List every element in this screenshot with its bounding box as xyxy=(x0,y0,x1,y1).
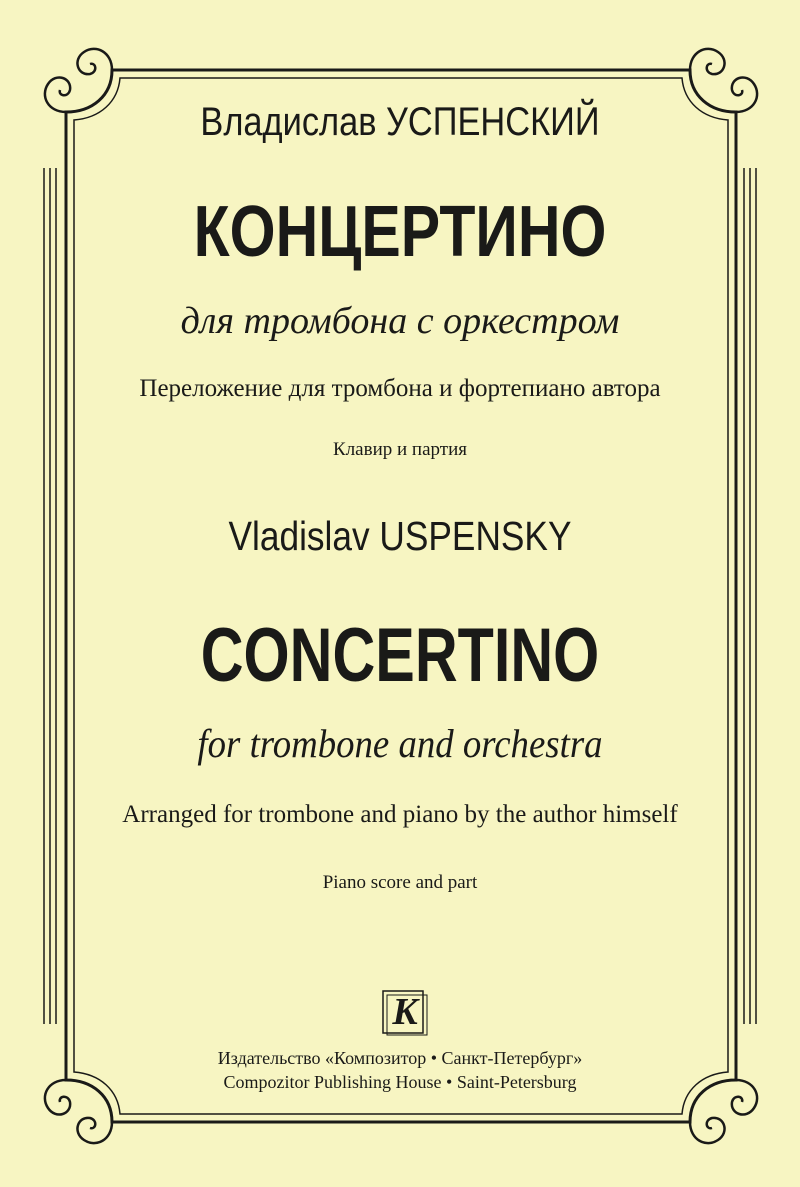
publisher-line-english: Compozitor Publishing House • Saint-Petersburg xyxy=(223,1072,577,1092)
publisher-logo xyxy=(380,988,430,1036)
publisher-line-russian: Издательство «Композитор • Санкт-Петербург» xyxy=(217,1048,583,1068)
title-english: CONCERTINO xyxy=(200,613,600,698)
corner-curl-top-right-b xyxy=(690,49,725,74)
score-type-russian: Клавир и партия xyxy=(333,439,467,460)
arrangement-note-english: Arranged for trombone and piano by the author himself xyxy=(122,801,678,828)
composer-name-english: Vladislav USPENSKY xyxy=(228,513,572,559)
title-russian: КОНЦЕРТИНО xyxy=(193,192,607,272)
corner-curl-bottom-right-b xyxy=(690,1118,725,1143)
arrangement-note-russian: Переложение для тромбона и фортепиано автора xyxy=(139,375,661,402)
composer-name-russian: Владислав УСПЕНСКИЙ xyxy=(200,100,600,144)
score-type-english: Piano score and part xyxy=(322,872,478,893)
subtitle-russian: для тромбона с оркестром xyxy=(180,300,620,342)
subtitle-english: for trombone and orchestra xyxy=(197,721,603,766)
publisher-logo-letter: K xyxy=(392,991,418,1033)
corner-curl-top-left-b xyxy=(77,49,112,74)
corner-curl-bottom-left-b xyxy=(77,1118,112,1143)
